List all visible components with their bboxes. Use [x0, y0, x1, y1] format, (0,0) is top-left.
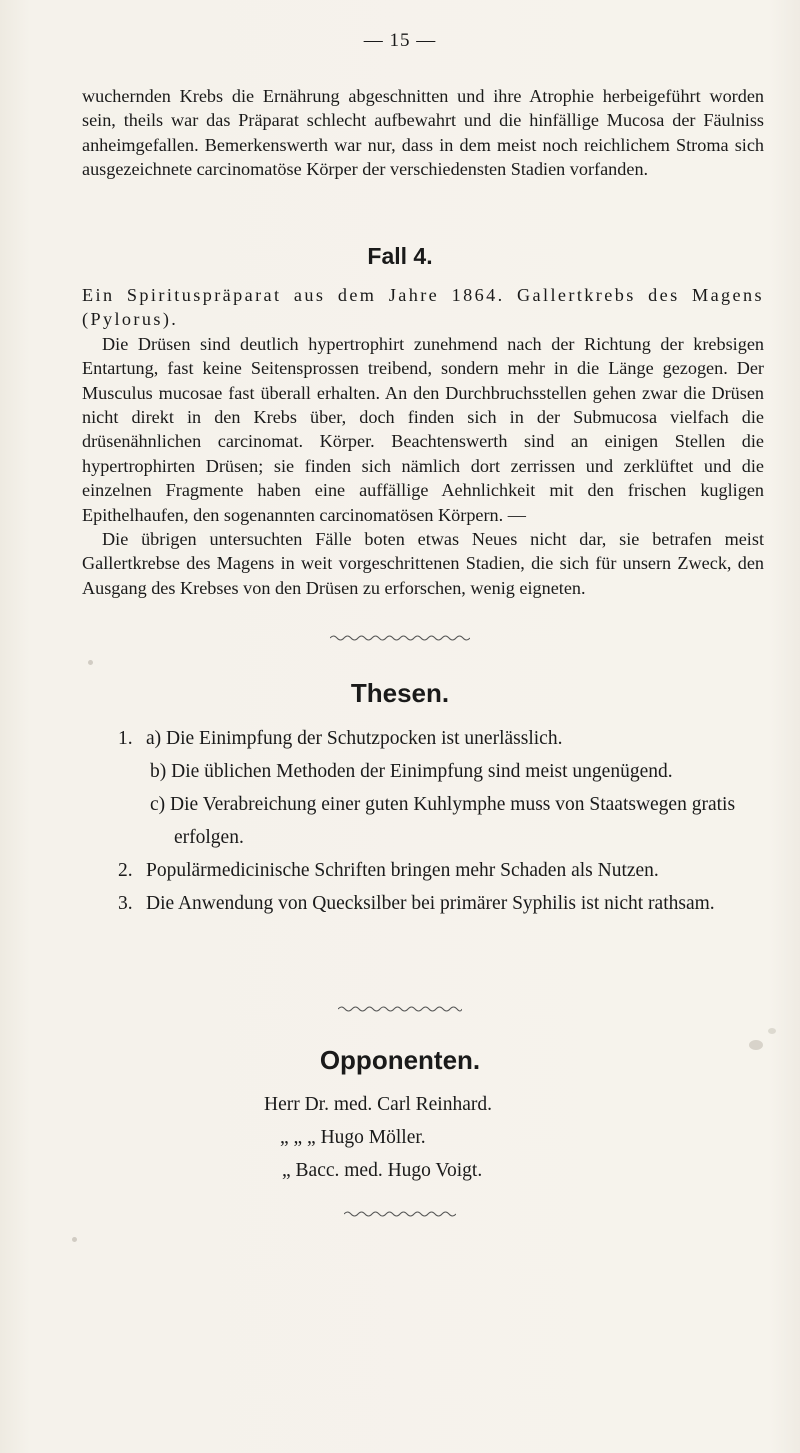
opponent-name: Herr Dr. med. Carl Reinhard.: [264, 1094, 492, 1115]
thesen-list: [118, 722, 768, 920]
fall-title: Ein Spirituspräparat aus dem Jahre 1864. Gallertkrebs des Magens (Pylorus).: [82, 285, 764, 330]
thesis-item: [118, 755, 768, 788]
opponent-name: „ Bacc. med. Hugo Voigt.: [282, 1160, 483, 1181]
wavy-divider-line: [338, 1005, 462, 1013]
thesis-text: Die Anwendung von Quecksilber bei primärer Syphilis ist nicht rathsam.: [146, 893, 715, 914]
wavy-divider: [0, 1206, 800, 1222]
thesis-text: Populärmedicinische Schriften bringen mehr Schaden als Nutzen.: [146, 860, 659, 881]
paper-speck: [768, 1028, 776, 1034]
wavy-divider: [0, 630, 800, 646]
intro-paragraph-text: wuchernden Krebs die Ernährung abgeschnitten und ihre Atrophie herbeigeführt worden sein, theils war das Präparat schlecht aufbewahrt und die hinfällige Mucosa der Fäulniss anheimgefallen. Bemerkenswerth war nur, dass in dem meist noch reichlichem Stroma sich ausgezeichnete carcinomatöse Körper der verschiedensten Stadien vorfanden.: [82, 86, 764, 180]
page-number: — 15 —: [363, 30, 437, 51]
thesis-number: 1.: [118, 728, 133, 749]
thesis-sub-label: a): [146, 728, 162, 749]
thesen-heading: Thesen.: [350, 678, 450, 708]
fall-paragraph-2: Die übrigen untersuchten Fälle boten etwas Neues nicht dar, sie betrafen meist Gallertkrebse des Magens in weit vorgeschrittenen Stadien, die sich für unsern Zweck, den Ausgang des Krebses von den Drüsen zu erforschen, wenig eigneten.: [82, 529, 764, 598]
paper-speck: [749, 1040, 763, 1050]
thesis-item: [118, 788, 768, 821]
paper-speck: [72, 1237, 77, 1242]
thesis-sub-label: c): [150, 794, 166, 815]
opponenten-list: [0, 1088, 800, 1187]
intro-paragraph: [82, 84, 764, 182]
thesis-item: [118, 854, 768, 887]
thesis-text: Die Verabreichung einer guten Kuhlymphe muss von Staatswegen gratis: [170, 794, 736, 815]
thesis-number: 3.: [118, 893, 133, 914]
fall-paragraph-1: Die Drüsen sind deutlich hypertrophirt zunehmend nach der Richtung der krebsigen Entartung, fast keine Seitensprossen treibend, sondern mehr in die Länge gezogen. Der Musculus mucosae fast überall erhalten. An den Durchbruchsstellen gehen zwar die Drüsen nicht direkt in den Krebs über, doch finden sich in der Submucosa vielfach die drüsenähnlichen carcinomat. Körper. Beachtenswerth sind an einigen Stellen die hypertrophirten Drüsen; sie finden sich nämlich dort zerrissen und zerklüftet und die einzelnen Fragmente haben eine auffällige Aehnlichkeit mit den frischen kugligen Epithelhaufen, den sogenannten carcinomatösen Körpern. —: [82, 333, 764, 525]
opponenten-heading: Opponenten.: [319, 1045, 481, 1075]
wavy-divider: [0, 1001, 800, 1017]
thesis-text: Die üblichen Methoden der Einimpfung sind meist ungenügend.: [171, 761, 673, 782]
wavy-divider-line: [330, 634, 470, 642]
wavy-divider-line: [344, 1210, 456, 1218]
thesis-number: 2.: [118, 860, 133, 881]
thesis-item: [118, 887, 768, 920]
paper-speck: [88, 660, 93, 665]
thesis-item: [118, 722, 768, 755]
fall-heading: Fall 4.: [367, 243, 433, 269]
thesis-sub-label: b): [150, 761, 167, 782]
thesis-continuation: erfolgen.: [174, 827, 244, 848]
opponent-name: „ „ „ Hugo Möller.: [280, 1127, 426, 1148]
fall-section: [82, 283, 764, 600]
thesis-text: Die Einimpfung der Schutzpocken ist unerlässlich.: [166, 728, 563, 749]
